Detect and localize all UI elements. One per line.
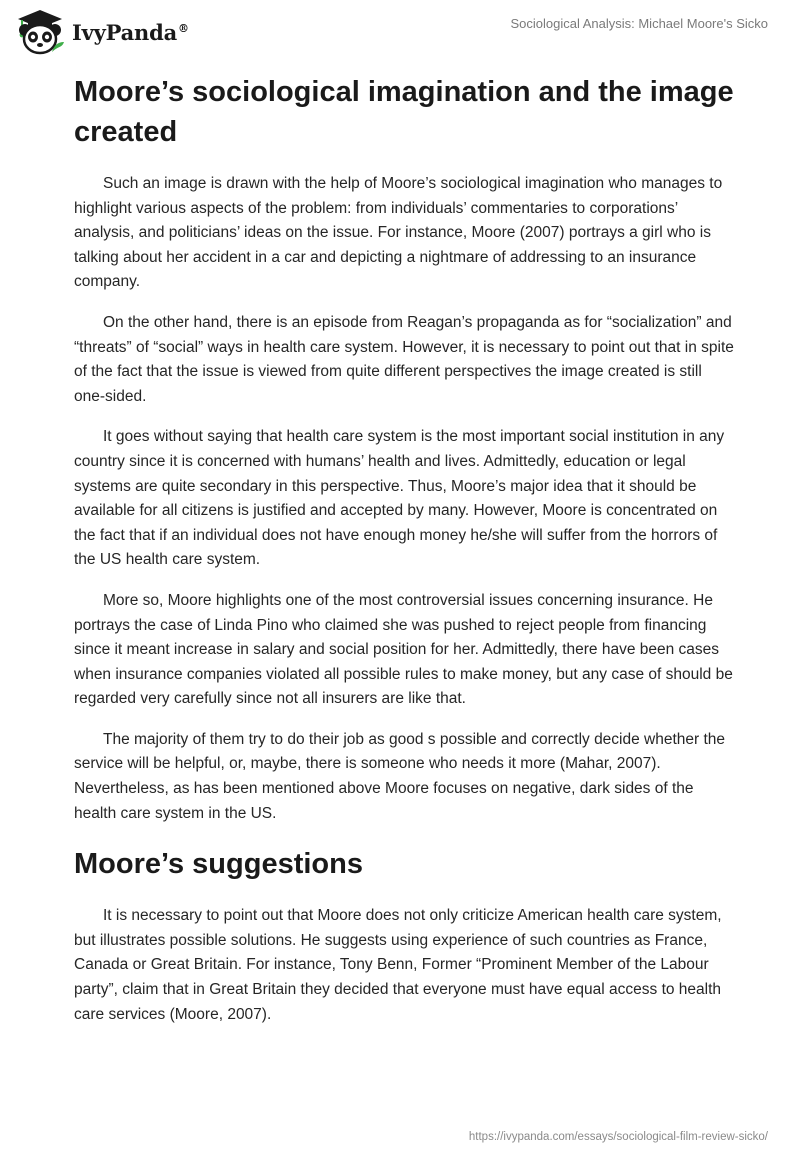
- source-url-link[interactable]: https://ivypanda.com/essays/sociological-film-review-sicko/: [468, 1131, 768, 1143]
- paragraph: It goes without saying that health care system is the most important social institution in any country since it is concerned with humans’ health and lives. Admittedly, education or legal systems are quite secondary in this perspective. Thus, Moore’s major idea that it should be available for all citizens is justified and accepted by many. However, Moore is concentrated on the fact that if an individual does not have enough money he/she will suffer from the horrors of the US health care system.: [74, 428, 725, 569]
- ivypanda-logo[interactable]: [14, 8, 189, 56]
- brand-name-text: IvyPanda: [72, 19, 178, 45]
- registered-mark: ®: [178, 21, 189, 35]
- running-title: Sociological Analysis: Michael Moore's Sicko: [510, 16, 768, 31]
- section-body-imagination: [74, 172, 734, 826]
- panda-graduation-cap-icon: [14, 8, 66, 56]
- paragraph: The majority of them try to do their job as good s possible and correctly decide whether the service will be helpful, or, maybe, there is someone who needs it more (Mahar, 2007). Nevertheless, as has been mentioned above Moore focuses on negative, dark sides of the health care system in the US.: [74, 730, 726, 822]
- section-body-suggestions: [74, 904, 734, 1027]
- section-heading-suggestions: Moore’s suggestions: [74, 848, 363, 881]
- paragraph: More so, Moore highlights one of the most controversial issues concerning insurance. He portrays the case of Linda Pino who claimed she was pushed to reject people from financing since it meant increase in salary and social position for her. Admittedly, there have been cases when insurance companies violated all possible rules to make money, but any case of should be regarded very carefully since not all insurers are like that.: [74, 591, 733, 708]
- brand-name: [72, 20, 189, 45]
- paragraph: It is necessary to point out that Moore does not only criticize American health care system, but illustrates possible solutions. He suggests using experience of such countries as France, Canada or Great Britain. For instance, Tony Benn, Former “Prominent Member of the Labour party”, claim that in Great Britain they decided that everyone must have equal access to health care services (Moore, 2007).: [74, 907, 722, 1023]
- paragraph: On the other hand, there is an episode from Reagan’s propaganda as for “socialization” and “threats” of “social” ways in health care system. However, it is necessary to point out that in spite of the fact that the issue is viewed from quite different perspectives the image created is still one-sided.: [74, 313, 734, 405]
- section-heading-imagination: Moore’s sociological imagination and the image created: [74, 76, 734, 148]
- essay-content: [74, 72, 734, 1043]
- page-header: [0, 0, 800, 60]
- paragraph: Such an image is drawn with the help of Moore’s sociological imagination who manages to highlight various aspects of the problem: from individuals’ commentaries to corporations’ analysis, and politicians’ ideas on the issue. For instance, Moore (2007) portrays a girl who is talking about her accident in a car and depicting a nightmare of addressing to an insurance company.: [74, 175, 723, 291]
